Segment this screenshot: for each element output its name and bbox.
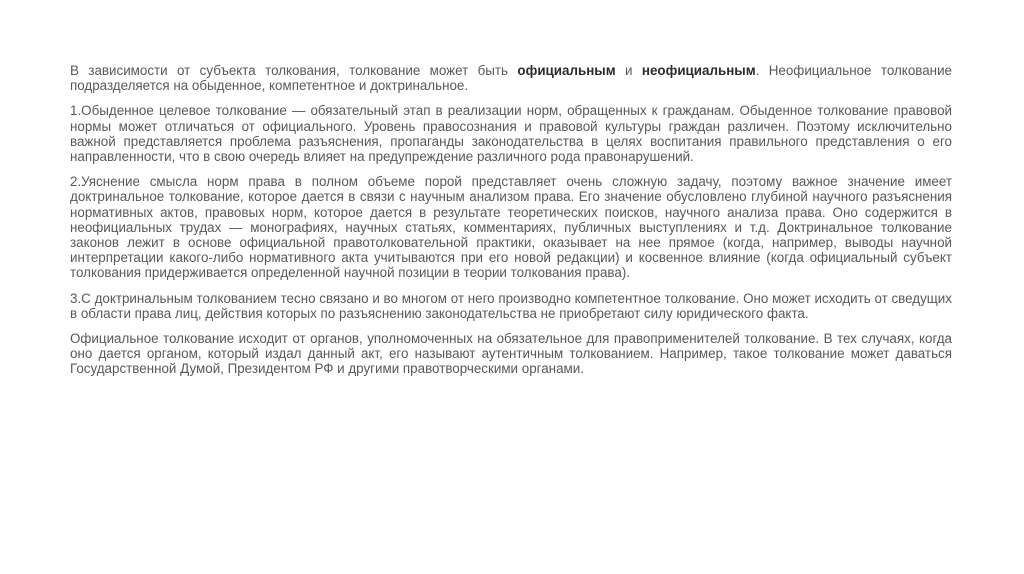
intro-text-and: и bbox=[615, 63, 642, 78]
paragraph-doctrinal-interpretation: 2.Уяснение смысла норм права в полном объеме порой представляет очень сложную задачу, поэтому важное значение имеет доктринальное толкование, которое дается в связи с научным анализом права. Его значение обусловлено глубиной научного разъяснения нормативных актов, правовых норм, которое дается в результате теоретических поисков, научного анализа права. Оно содержится в неофициальных трудах — монографиях, научных статьях, комментариях, публичных выступлениях и т.д. Доктринальное толкование законов лежит в основе официальной правотолковательной практики, оказывает на нее прямое (когда, например, выводы научной интерпретации какого-либо нормативного акта учитываются при его новой редакции) и косвенное влияние (когда официальный субъект толкования придерживается определенной научной позиции в теории толкования права). bbox=[70, 174, 952, 281]
paragraph-intro bbox=[70, 63, 952, 93]
term-official: официальным bbox=[517, 63, 616, 78]
term-unofficial: неофициальным bbox=[641, 63, 756, 78]
paragraph-official-interpretation: Официальное толкование исходит от органов, уполномоченных на обязательное для правоприменителей толкование. В тех случаях, когда оно дается органом, который издал данный акт, его называют аутентичным толкованием. Например, такое толкование может даваться Государственной Думой, Президентом РФ и другими правотворческими органами. bbox=[70, 331, 952, 377]
intro-text-after: . Неофициальное толкование подразделяется на обыденное, компетентное и доктринальное. bbox=[70, 63, 952, 94]
slide-text-body bbox=[70, 63, 952, 387]
paragraph-ordinary-interpretation: 1.Обыденное целевое толкование — обязательный этап в реализации норм, обращенных к гражданам. Обыденное толкование правовой нормы может отличаться от официального. Уровень правосознания и правовой культуры граждан различен. Поэтому исключительно важной представляется проблема разъяснения, пропаганды законодательства в целях воспитания правильного представления о его направленности, что в свою очередь влияет на предупреждение различного рода правонарушений. bbox=[70, 103, 952, 165]
paragraph-competent-interpretation: 3.С доктринальным толкованием тесно связано и во многом от него производно компетентное толкование. Оно может исходить от сведущих в области права лиц, действия которых по разъяснению законодательства не приобретают силу юридического факта. bbox=[70, 290, 952, 321]
intro-text-before: В зависимости от субъекта толкования, толкование может быть bbox=[70, 63, 518, 78]
